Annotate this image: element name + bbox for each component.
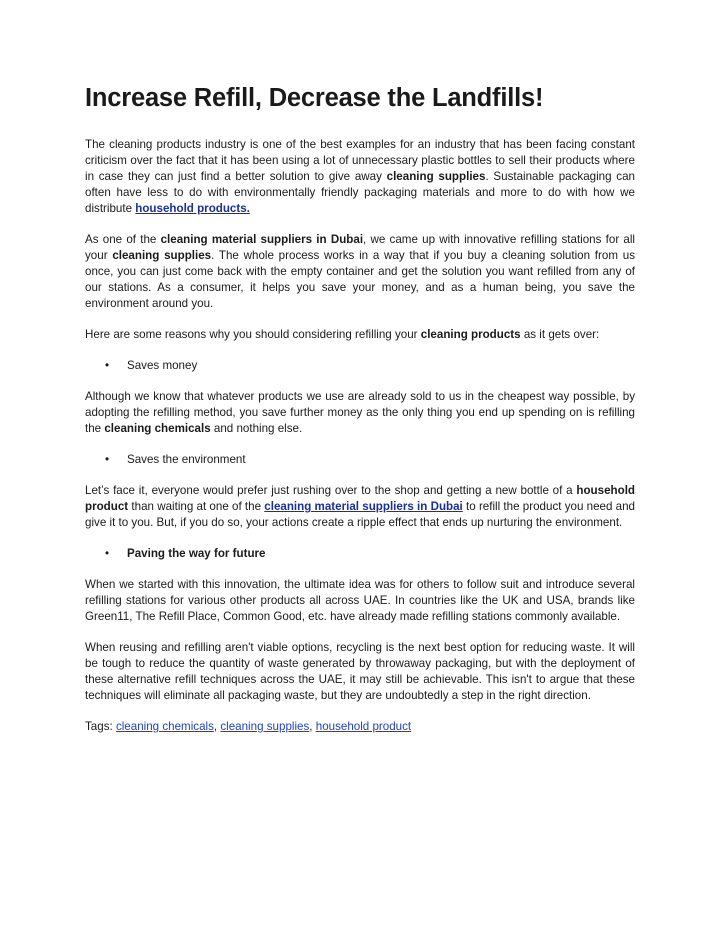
article-body bbox=[85, 137, 635, 750]
page-title: Increase Refill, Decrease the Landfills! bbox=[85, 84, 544, 112]
list-item: • Paving the way for future bbox=[105, 547, 266, 560]
bullet-icon: • bbox=[105, 359, 110, 372]
bullet-list-3 bbox=[85, 546, 635, 562]
bullet-list-1 bbox=[85, 358, 635, 374]
paragraph-recycling: When reusing and refilling aren't viable options, recycling is the next best option for reducing waste. It will be tough to reduce the quantity of waste generated by throwaway packaging, but with the deployment of these alternative refill techniques across the UAE, it may still be achievable. This isn't to argue that these techniques will eliminate all packaging waste, but they are undoubtedly a step in the right direction. bbox=[85, 641, 635, 702]
paragraph-intro: The cleaning products industry is one of the best examples for an industry that has been facing constant criticism over the fact that it has been using a lot of unnecessary plastic bottles to sell their products where in case they can just find a better solution to give away cleaning supplies. Sustainable packaging can often have less to do with environmentally friendly packaging materials and more to do with how we distribute household products. bbox=[85, 138, 635, 215]
tag-link-household-product[interactable]: household product bbox=[315, 720, 412, 733]
tag-link-cleaning-supplies[interactable]: cleaning supplies bbox=[220, 720, 310, 733]
bullet-icon: • bbox=[105, 453, 110, 466]
cleaning-material-suppliers-link[interactable]: cleaning material suppliers in Dubai bbox=[264, 500, 463, 513]
paragraph-reasons: Here are some reasons why you should considering refilling your cleaning products as it gets over: bbox=[85, 328, 600, 341]
paragraph-saves-money: Although we know that whatever products we use are already sold to us in the cheapest way possible, by adopting the refilling method, you save further money as the only thing you end up spending on is refilling the cleaning chemicals and nothing else. bbox=[85, 390, 635, 435]
tag-link-cleaning-chemicals[interactable]: cleaning chemicals bbox=[115, 720, 214, 733]
paragraph-refilling-stations: As one of the cleaning material suppliers in Dubai, we came up with innovative refilling stations for all your cleaning supplies. The whole process works in a way that if you buy a cleaning solution from us once, you can just come back with the empty container and get the solution you want refilled from any of our stations. As a consumer, it helps you save your money, and as a human being, you save the environment around you. bbox=[85, 233, 636, 310]
household-products-link[interactable]: household products. bbox=[135, 202, 250, 215]
bullet-list-2 bbox=[85, 452, 635, 468]
paragraph-environment: Let’s face it, everyone would prefer just rushing over to the shop and getting a new bottle of a household product than waiting at one of the cleaning material suppliers in Dubai to refill the product you need and give it to you. But, if you do so, your actions create a ripple effect that ends up nurturing the environment. bbox=[85, 484, 636, 529]
list-item: • Saves money bbox=[105, 359, 198, 372]
list-item: • Saves the environment bbox=[105, 453, 246, 466]
bullet-icon: • bbox=[105, 547, 110, 560]
paragraph-innovation: When we started with this innovation, the ultimate idea was for others to follow suit and introduce several refilling stations for various other products all across UAE. In countries like the UK and USA, brands like Green11, The Refill Place, Common Good, etc. have already made refilling stations commonly available. bbox=[85, 578, 635, 623]
tags-line: Tags: cleaning chemicals, cleaning supplies, household product bbox=[85, 720, 412, 733]
